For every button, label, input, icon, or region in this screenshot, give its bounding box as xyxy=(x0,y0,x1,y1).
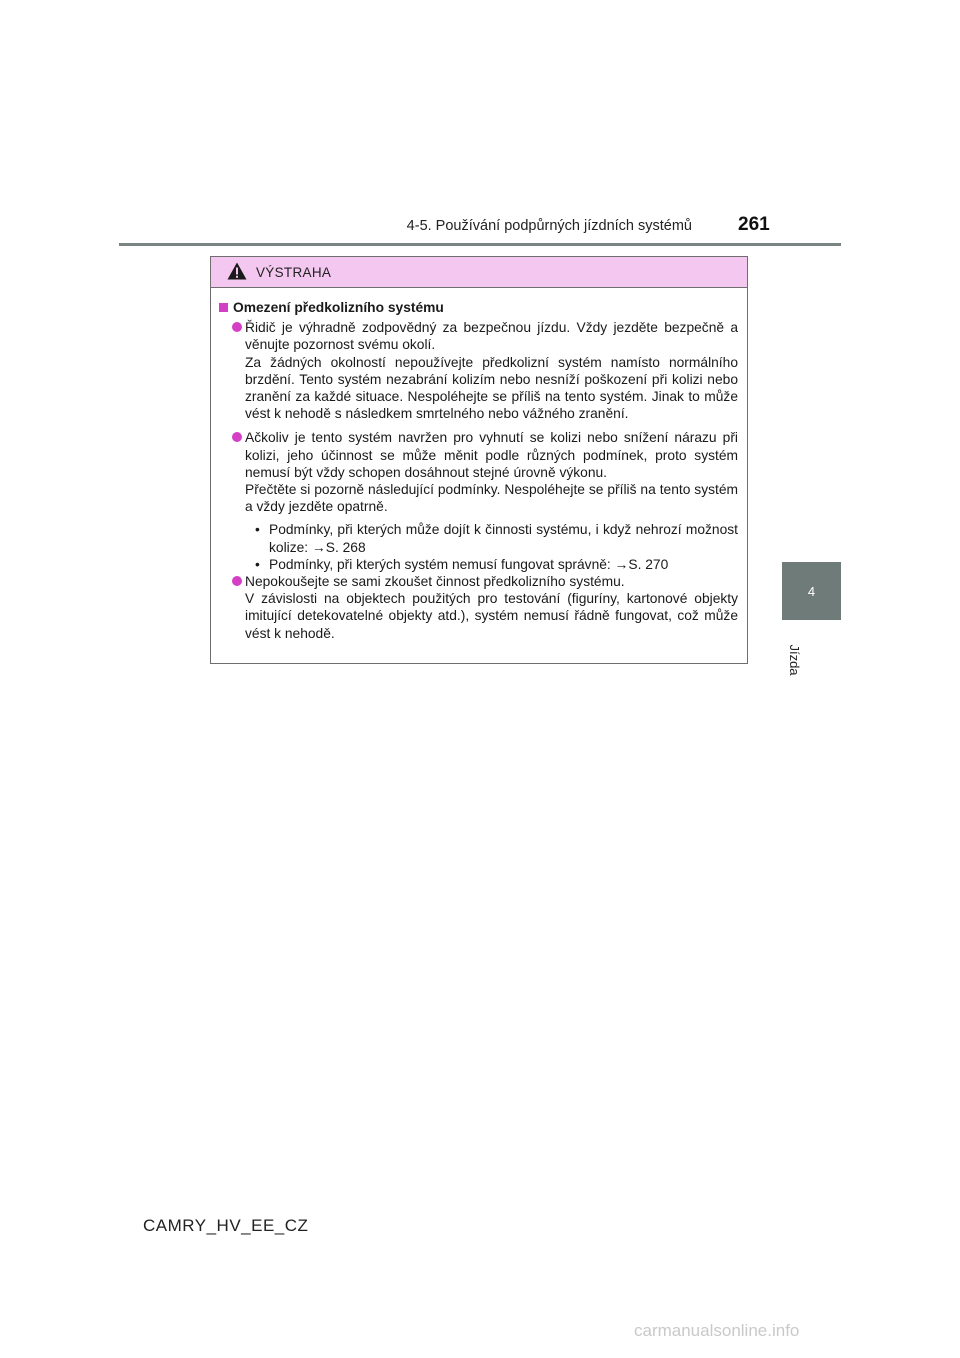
bullet-line: Za žádných okolností nepoužívejte předkolizní systém namísto normálního brzdění. Tento systém nezabrání kolizím nebo nesníží poškození při kolizi nebo zranění za každé situace. Nespoléhejte se příliš na tento systém. Jinak to může vést k nehodě s následkem smrtelného nebo vážného zranění. xyxy=(245,354,738,422)
bullet-text xyxy=(245,573,738,642)
sub-item-text: Podmínky, při kterých může dojít k činnosti systému, i když nehrozí možnost kolize: →S. 268 xyxy=(269,522,738,555)
warning-header xyxy=(211,257,747,288)
round-bullet-icon xyxy=(232,432,242,442)
round-bullet-icon xyxy=(232,322,242,332)
chapter-number: 4 xyxy=(807,583,816,599)
page-number: 261 xyxy=(738,214,770,235)
footer-code: CAMRY_HV_EE_CZ xyxy=(143,1216,309,1235)
sub-list xyxy=(245,521,738,573)
chapter-tab xyxy=(782,562,841,620)
section-heading-text: Omezení předkolizního systému xyxy=(233,300,444,315)
sub-bullet-mark: • xyxy=(255,522,260,538)
warning-bullet xyxy=(219,319,738,422)
bullet-line: V závislosti na objektech použitých pro testování (figuríny, kartonové objekty imitující detekovatelné objekty atd.), systém nemusí řádně fungovat, což může vést k nehodě. xyxy=(245,591,738,641)
warning-bullet xyxy=(219,573,738,642)
warning-body xyxy=(211,288,747,642)
sub-list-item xyxy=(245,521,738,555)
warning-bullet xyxy=(219,429,738,573)
header-title: 4-5. Používání podpůrných jízdních systémů xyxy=(406,218,692,234)
sub-bullet-mark: • xyxy=(255,556,260,572)
chapter-label: Jízda xyxy=(787,644,803,676)
bullet-line: Ačkoliv je tento systém navržen pro vyhnutí se kolizi nebo snížení nárazu při kolizi, jeho účinnost se může měnit podle různých podmínek, proto systém nemusí být vždy schopen dosáhnout stejné úrovně výkonu. xyxy=(245,430,738,480)
bullet-line: Řidič je výhradně zodpovědný za bezpečnou jízdu. Vždy jezděte bezpečně a věnujte pozornost svému okolí. xyxy=(245,320,738,353)
bullet-text xyxy=(245,319,738,422)
header-rule xyxy=(119,243,841,246)
warning-box xyxy=(210,256,748,664)
round-bullet-icon xyxy=(232,576,242,586)
bullet-line: Přečtěte si pozorně následující podmínky. Nespoléhejte se příliš na tento systém a vždy jezděte opatrně. xyxy=(245,482,738,515)
watermark: carmanualsonline.info xyxy=(634,1321,800,1340)
square-bullet-icon xyxy=(219,303,228,312)
warning-title: VÝSTRAHA xyxy=(256,264,332,280)
section-heading xyxy=(219,299,738,316)
bullet-line: Nepokoušejte se sami zkoušet činnost předkolizního systému. xyxy=(245,574,625,590)
sub-list-item xyxy=(245,556,738,573)
warning-triangle-icon xyxy=(227,262,247,280)
sub-item-text: Podmínky, při kterých systém nemusí fungovat správně: →S. 270 xyxy=(269,556,669,572)
bullet-text xyxy=(245,429,738,573)
